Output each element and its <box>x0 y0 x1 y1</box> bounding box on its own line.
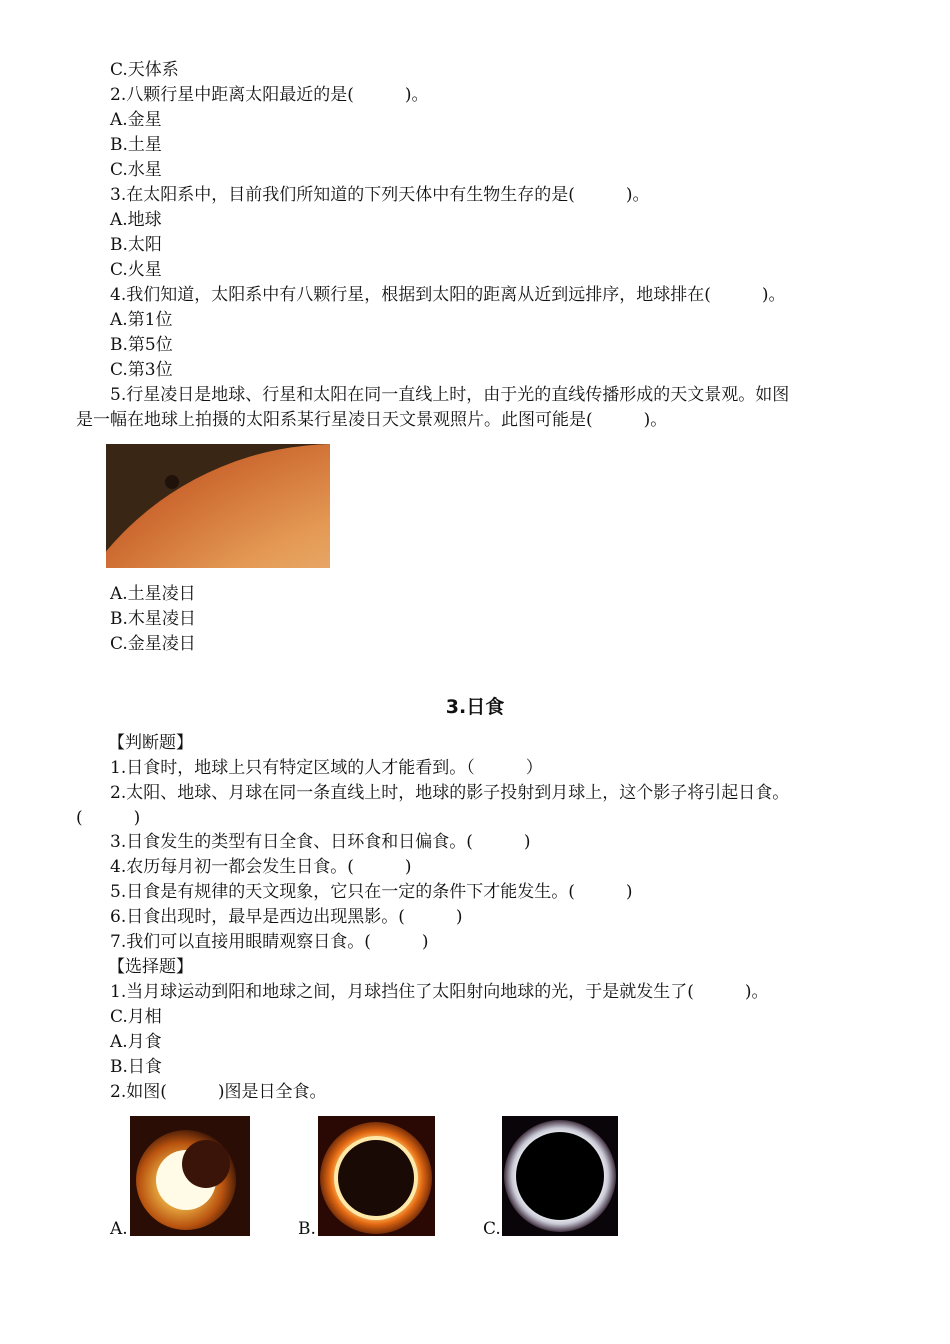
question-5-line-2: 是一幅在地球上拍摄的太阳系某行星凌日天文景观照片。此图可能是( )。 <box>76 410 668 430</box>
q4-option-c: C.第3位 <box>110 360 173 380</box>
q5-option-c: C.金星凌日 <box>110 634 196 654</box>
section-title: 3.日食 <box>445 696 505 718</box>
mc1-option-a: A.月食 <box>110 1032 162 1052</box>
image-a-label: A. <box>110 1219 128 1239</box>
q3-option-c: C.火星 <box>110 260 162 280</box>
q2-option-c: C.水星 <box>110 160 162 180</box>
tf-question-2-line-1: 2.太阳、地球、月球在同一条直线上时，地球的影子投射到月球上，这个影子将引起日食。 <box>110 783 790 803</box>
tf-question-5: 5.日食是有规律的天文现象，它只在一定的条件下才能发生。( ) <box>110 882 633 902</box>
mc1-option-c: C.月相 <box>110 1007 162 1027</box>
planet-transit-photo <box>106 444 330 568</box>
tf-question-4: 4.农历每月初一都会发生日食。( ) <box>110 857 412 877</box>
image-b-label: B. <box>298 1219 316 1239</box>
question-2: 2.八颗行星中距离太阳最近的是( )。 <box>110 85 429 105</box>
question-5-line-1: 5.行星凌日是地球、行星和太阳在同一直线上时，由于光的直线传播形成的天文景观。如图 <box>110 385 790 405</box>
mc-question-2: 2.如图( )图是日全食。 <box>110 1082 327 1102</box>
total-eclipse-photo <box>502 1116 618 1236</box>
question-3: 3.在太阳系中，目前我们所知道的下列天体中有生物生存的是( )。 <box>110 185 650 205</box>
partial-eclipse-photo <box>130 1116 250 1236</box>
tf-question-7: 7.我们可以直接用眼睛观察日食。( ) <box>110 932 429 952</box>
tf-question-6: 6.日食出现时，最早是西边出现黑影。( ) <box>110 907 463 927</box>
tf-question-1: 1.日食时，地球上只有特定区域的人才能看到。（ ） <box>110 758 543 778</box>
mc-question-1: 1.当月球运动到阳和地球之间，月球挡住了太阳射向地球的光，于是就发生了( )。 <box>110 982 769 1002</box>
tf-question-2-line-2: ( ) <box>76 808 141 828</box>
q2-option-a: A.金星 <box>110 110 162 130</box>
mc1-option-b: B.日食 <box>110 1057 162 1077</box>
q4-option-a: A.第1位 <box>110 310 173 330</box>
question-4: 4.我们知道，太阳系中有八颗行星，根据到太阳的距离从近到远排序，地球排在( )。 <box>110 285 786 305</box>
q5-option-a: A.土星凌日 <box>110 584 196 604</box>
q1-option-c: C.天体系 <box>110 60 179 80</box>
q4-option-b: B.第5位 <box>110 335 173 355</box>
q3-option-b: B.太阳 <box>110 235 162 255</box>
q5-option-b: B.木星凌日 <box>110 609 196 629</box>
annular-eclipse-photo <box>318 1116 435 1236</box>
q3-option-a: A.地球 <box>110 210 162 230</box>
true-false-header: 【判断题】 <box>108 733 193 753</box>
image-c-label: C. <box>483 1219 501 1239</box>
q2-option-b: B.土星 <box>110 135 162 155</box>
tf-question-3: 3.日食发生的类型有日全食、日环食和日偏食。( ) <box>110 832 531 852</box>
multiple-choice-header: 【选择题】 <box>108 957 193 977</box>
